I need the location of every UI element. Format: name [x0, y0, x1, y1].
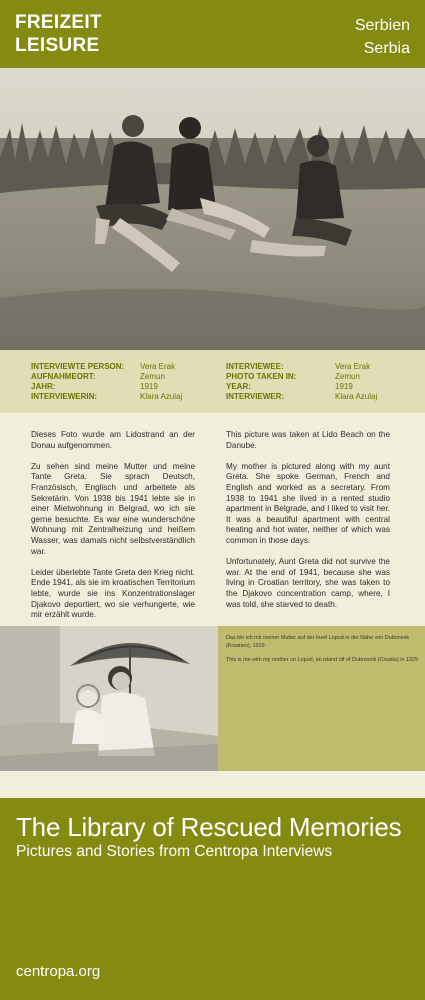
story-text-de [31, 430, 195, 631]
value-place-en: Zemun [335, 372, 360, 381]
info-labels-de [31, 362, 124, 402]
lopud-photo-image [0, 626, 218, 771]
topic-title-de: FREIZEIT [15, 12, 102, 33]
label-interviewee-de: INTERVIEWTE PERSON: [31, 362, 125, 371]
interview-info [0, 350, 425, 413]
footer-bar [0, 798, 425, 1000]
caption-de: Das bin ich mit meiner Mutter auf der Insel Lopud in der Nähe von Dubrovnik (Kroatien), 1929 [226, 635, 410, 649]
caption-en: This is me with my mother on Lopud, an island off of Dubrovnik (Croatia) in 1929 [226, 657, 418, 663]
divider-stripe [0, 771, 425, 798]
story-section [0, 413, 425, 626]
value-interviewee-en: Vera Erak [335, 362, 371, 371]
label-interviewer-en: INTERVIEWER: [226, 392, 285, 401]
story-paragraph-de-2: Zu sehen sind meine Mutter und meine Tante Greta. Sie sprach Deutsch, Französisch, Englisch und arbeitete als Sekretärin. Von 1938 bis 1941 lebte sie in einer Mietwohnung in Belgrad, wo ich sie gerne besuchte. Es war eine wunderschöne Wohnung mit Zentralheizung und heißem Wasser, was damals nicht selbstverständlich war. [31, 461, 195, 556]
label-interviewer-de: INTERVIEWERIN: [31, 392, 98, 401]
lopud-photo [0, 626, 218, 771]
country-label [355, 14, 410, 60]
info-values-en [335, 362, 377, 402]
story-text-en [226, 430, 390, 621]
header-bar [0, 0, 425, 68]
label-year-en: YEAR: [226, 382, 251, 391]
website-link[interactable]: centropa.org [16, 963, 101, 980]
story-paragraph-en-2: My mother is pictured along with my aunt Greta. She spoke German, French and English and worked as a secretary. From 1938 to 1941 she lived in a rented studio apartment in Belgrade, and I liked to visit her. It was a beautiful apartment with central heating and hot water, neither of which was common in those days. [226, 461, 390, 545]
label-place-en: PHOTO TAKEN IN: [226, 372, 297, 381]
topic-title-en: LEISURE [15, 35, 100, 56]
story-paragraph-en-1: This picture was taken at Lido Beach on the Danube. [226, 430, 390, 450]
beach-photo [0, 68, 425, 350]
label-place-de: AUFNAHMEORT: [31, 372, 96, 381]
series-subtitle: Pictures and Stories from Centropa Interviews [16, 843, 333, 860]
info-values-de [140, 362, 182, 402]
value-year-en: 1919 [335, 382, 353, 391]
value-interviewee-de: Vera Erak [140, 362, 176, 371]
story-paragraph-en-3: Unfortunately, Aunt Greta did not survive the war. At the end of 1941, because she was living in Croatian territory, she was taken to the Djakovo concentration camp, where, I was told, she starved to death. [226, 557, 390, 609]
value-place-de: Zemun [140, 372, 165, 381]
story-paragraph-de-3: Leider überlebte Tante Greta den Krieg nicht. Ende 1941, als sie im kroatischen Territorium lebte, wurde sie ins Konzentrationslager Djakovo deportiert, wo sie verhungerte, wie mir erzählt wurde. [31, 567, 195, 620]
country-en: Serbia [363, 40, 410, 57]
country-de: Serbien [354, 17, 410, 34]
info-labels-en [226, 362, 296, 402]
label-interviewee-en: INTERVIEWEE: [226, 362, 284, 371]
label-year-de: JAHR: [31, 382, 56, 391]
topic-title [15, 11, 102, 57]
series-title: The Library of Rescued Memories [16, 812, 402, 842]
photo-caption [218, 626, 425, 771]
beach-photo-image [0, 68, 425, 350]
story-paragraph-de-1: Dieses Foto wurde am Lidostrand an der Donau aufgenommen. [31, 430, 195, 450]
value-interviewer-en: Klara Azulaj [335, 392, 378, 401]
value-year-de: 1919 [140, 382, 158, 391]
value-interviewer-de: Klara Azulaj [140, 392, 183, 401]
